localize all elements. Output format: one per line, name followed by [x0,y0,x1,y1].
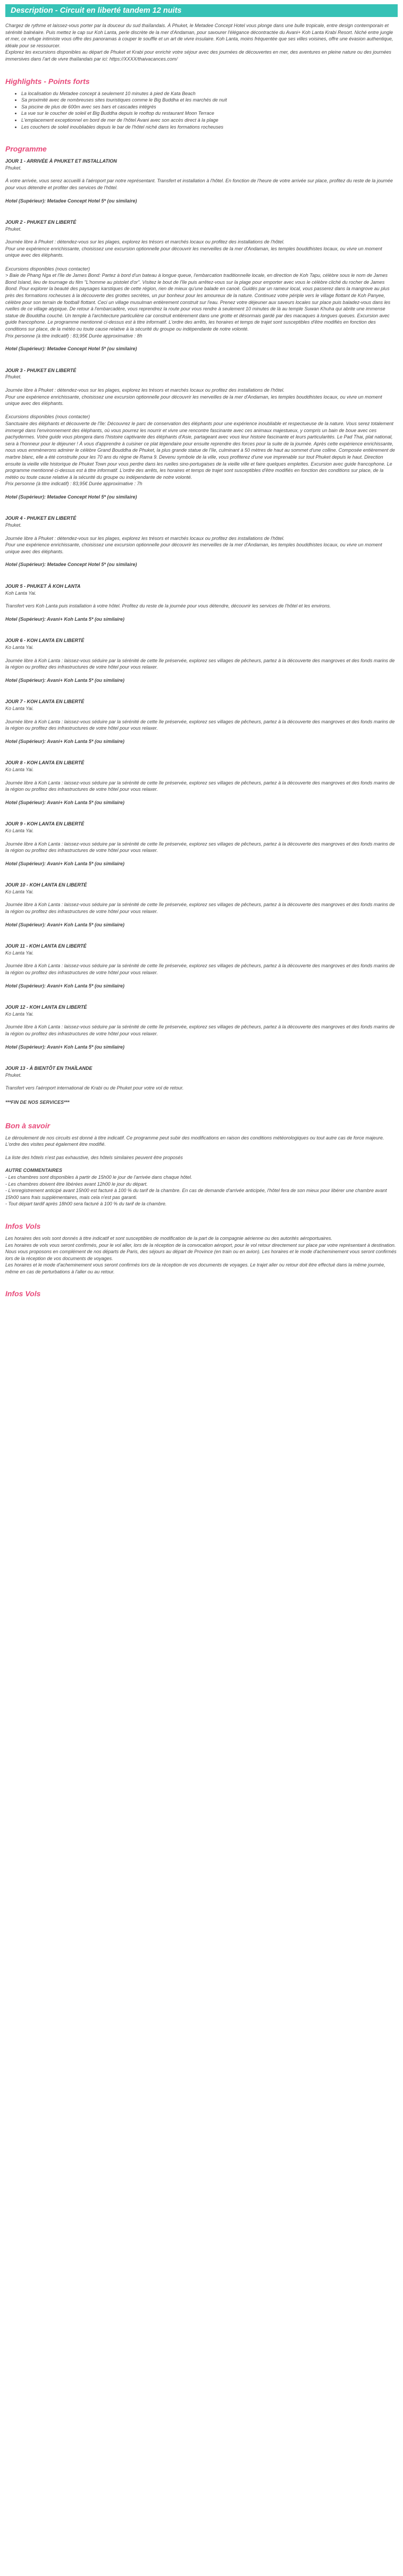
bon-a-savoir-para: La liste des hôtels n'est pas exhaustive, des hôtels similaires peuvent être proposés [5,1154,183,1160]
day-location: Phuket. [5,165,22,171]
day-location: Ko Lanta Yai. [5,705,34,711]
day-description: Journée libre à Phuket : détendez-vous sur les plages, explorez les trésors et marchés locaux ou profitez des installations de l'hôtel. Pour une expérience enrichissante, choisissez une excursion optionnelle pour découvrir les merveilles de la mer d'Andaman, les temples bouddhistes locaux, ou vivre un moment unique avec des éléphants. Excursions disponibles (nous contacter) > Baie de Phang Nga et l'île de James Bond: Partez à bord d'un bateau à longue queue, l'embarcation traditionnelle locale, en direction de Koh Tapu, célèbre sous le nom de James Bond Island, lieu de tournage du film "L'homme au pistolet d'or". Visitez le bout de l'île puis arrêtez-vous sur la plage pour emporter avec vous le célèbre cliché du rocher de James Bond. Pour explorer la beauté des paysages karstiques de cette région, rien de mieux qu'une balade en canoë. Guidés par un rameur local, vous passerez dans la mangrove au plus près des formations rocheuses à la découverte des grottes secrètes, un pur bonheur pour les amoureux de la nature. Continuez votre périple vers le village flottant de Koh Panyee, célèbre pour son terrain de football flottant. Ceci un village musulman entièrement construit sur l'eau. Prenez votre déjeuner aux saveurs locales sur place puis baladez-vous dans les ruelles de ce village atypique. De retour à l'embarcadère, vous reprendrez la route pour vous rendre à seulement 10 minutes de là au temple Suwan Khuha qui abrite une immense statue de Bouddha couché. Un temple à l'architecture particulière car construit entièrement dans une grotte et désormais gardé par des macaques à longues queues. Excursion avec guide francophone. Le programme mentionné ci-dessus est à titre informatif. L'ordre des arrêts, les horaires et temps de trajet sont susceptibles d'être modifiés en fonction des conditions sur place, de la météo ou toute cause relative à la sécurité du groupe ou indépendante de notre volonté. Prix personne (à titre indicatif) : 83,95€ Durée approximative : 8h [5,239,391,339]
day-title: JOUR 10 - KOH LANTA EN LIBERTÉ [5,882,87,888]
day-hotel: Hotel (Supérieur): Avani+ Koh Lanta 5* (ou similaire) [5,799,124,805]
intro-text: Chargez de rythme et laissez-vous porter par la douceur du sud thaïlandais. À Phuket, le Metadee Concept Hotel vous plonge dans une bulle tropicale, entre design contemporain et sérénité balnéaire. Puis mettez le cap sur Koh Lanta, perle discrète de la mer d'Andaman, pour savourer l'élégance décontractée du Avani+ Koh Lanta Krabi Resort. Niché entre jungle et mer, ce refuge intimiste vous offre des panoramas à couper le souffle et un art de vivre insulaire. Koh Lanta, moins fréquentée que ses villes voisines, offre une évasion authentique, idéale pour se ressourcer. Explorez les excursions disponibles au départ de Phuket et Krabi pour enrichir votre séjour avec des journées de découvertes en mer, des aventures en pleine nature ou des journées immersives dans l'art de vivre thaïlandais par ici: https://XXXX/thaivacances.com/ [5,23,393,62]
end-of-services-note: ***FIN DE NOS SERVICES*** [5,1099,70,1105]
day-hotel: Hotel (Supérieur): Avani+ Koh Lanta 5* (ou similaire) [5,1044,124,1050]
day-description: À votre arrivée, vous serez accueilli à l'aéroport par notre représentant. Transfert et installation à l'hôtel. En fonction de l'heure de votre arrivée sur place, profitez du reste de la journée pour vous détendre et profiter des services de l'hôtel. [5,178,393,190]
programme-day [5,219,398,352]
day-location: Ko Lanta Yai. [5,827,34,833]
day-description: Journée libre à Koh Lanta : laissez-vous séduire par la sérénité de cette île préservée, explorez ses villages de pêcheurs, partez à la découverte des mangroves et des fonds marins de la région ou profitez des infrastructures de votre hôtel pour vous relaxer. [5,841,395,854]
day-title: JOUR 13 - À BIENTÔT EN THAÏLANDE [5,1066,93,1071]
day-title: JOUR 3 - PHUKET EN LIBERTÉ [5,367,77,373]
day-title: JOUR 8 - KOH LANTA EN LIBERTÉ [5,760,85,766]
highlights-title: Highlights - Points forts [5,77,90,86]
day-location: Phuket. [5,374,22,380]
day-hotel: Hotel (Supérieur): Metadee Concept Hotel 5* (ou similaire) [5,198,137,204]
bon-a-savoir-para: Le déroulement de nos circuits est donné à titre indicatif. Ce programme peut subir des modifications en raison des conditions météorologiques ou tout autre cas de force majeure. L'ordre des visites peut également être modifié. [5,1135,384,1147]
day-description: Journée libre à Phuket : détendez-vous sur les plages, explorez les trésors et marchés locaux ou profitez des installations de l'hôtel. Pour une expérience enrichissante, choisissez une excursion optionnelle pour découvrir les merveilles de la mer d'Andaman, les temples bouddhistes locaux, ou vivre un moment unique avec des éléphants. [5,535,382,554]
day-title: JOUR 12 - KOH LANTA EN LIBERTÉ [5,1004,87,1010]
day-location: Phuket. [5,1072,22,1078]
day-hotel: Hotel (Supérieur): Avani+ Koh Lanta 5* (ou similaire) [5,677,124,683]
highlight-item: • Sa proximité avec de nombreuses sites touristiques comme le Big Buddha et les marchés de nuit [21,97,398,104]
day-title: JOUR 7 - KOH LANTA EN LIBERTÉ [5,699,85,705]
day-description: Journée libre à Koh Lanta : laissez-vous séduire par la sérénité de cette île préservée, explorez ses villages de pêcheurs, partez à la découverte des mangroves et des fonds marins de la région ou profitez des infrastructures de votre hôtel pour vous relaxer. [5,780,395,792]
day-hotel: Hotel (Supérieur): Metadee Concept Hotel 5* (ou similaire) [5,562,137,568]
day-hotel: Hotel (Supérieur): Avani+ Koh Lanta 5* (ou similaire) [5,616,124,622]
programme-day [5,158,398,204]
autre-commentaires-title: AUTRE COMMENTAIRES [5,1168,62,1173]
programme-day [5,1004,398,1050]
day-hotel: Hotel (Supérieur): Avani+ Koh Lanta 5* (ou similaire) [5,860,124,866]
day-title: JOUR 5 - PHUKET À KOH LANTA [5,584,81,589]
programme-day [5,698,398,745]
programme-day [5,515,398,568]
day-title: JOUR 9 - KOH LANTA EN LIBERTÉ [5,821,85,827]
infos-vols-body: Les horaires des vols sont donnés à titre indicatif et sont susceptibles de modification de la part de la compagnie aérienne ou des autorités aéroportuaires. Les horaires de vols vous seront confirmés, pour le vol aller, lors de la réception de la convocation aéroport, pour le vol retour directement sur place par votre représentant à destination. Nous vous proposons en complément de nos départs de Paris, des séjours au départ de Province (en train ou en avion). Les horaires et le mode d'acheminement vous seront confirmés lors de la réception de vos documents de voyages. Les horaires et le mode d'acheminement vous seront confirmés lors de la réception de vos documents de voyages. Le trajet aller ou retour doit être effectué dans la même journée, même en cas de perturbations à l'aller ou au retour. [5,1235,397,1274]
day-description: Journée libre à Koh Lanta : laissez-vous séduire par la sérénité de cette île préservée, explorez ses villages de pêcheurs, partez à la découverte des mangroves et des fonds marins de la région ou profitez des infrastructures de votre hôtel pour vous relaxer. [5,1024,395,1036]
programme-day [5,882,398,928]
description-banner [5,4,398,17]
infos-vols-title-2: Infos Vols [5,1289,41,1298]
highlight-item: • Les couchers de soleil inoubliables depuis le bar de l'hôtel niché dans les formations rocheuses [21,124,398,131]
day-hotel: Hotel (Supérieur): Avani+ Koh Lanta 5* (ou similaire) [5,983,124,989]
day-title: JOUR 2 - PHUKET EN LIBERTÉ [5,219,77,225]
day-title: JOUR 1 - ARRIVÉE À PHUKET ET INSTALLATION [5,158,117,164]
day-hotel: Hotel (Supérieur): Avani+ Koh Lanta 5* (ou similaire) [5,922,124,927]
day-title: JOUR 6 - KOH LANTA EN LIBERTÉ [5,638,85,644]
day-description: Transfert vers l'aéroport international de Krabi ou de Phuket pour votre vol de retour. [5,1085,184,1091]
programme-day [5,637,398,683]
day-location: Ko Lanta Yai. [5,1011,34,1017]
day-hotel: Hotel (Supérieur): Avani+ Koh Lanta 5* (ou similaire) [5,738,124,744]
day-description: Transfert vers Koh Lanta puis installation à votre hôtel. Profitez du reste de la journée pour vous détendre, découvrir les services de l'hôtel et les environs. [5,603,331,609]
programme-days [5,158,398,1105]
day-hotel: Hotel (Supérieur): Metadee Concept Hotel 5* (ou similaire) [5,494,137,500]
day-location: Ko Lanta Yai. [5,950,34,956]
programme-day [5,821,398,867]
day-title: JOUR 11 - KOH LANTA EN LIBERTÉ [5,943,87,949]
programme-day [5,943,398,989]
infos-vols-title: Infos Vols [5,1221,41,1230]
day-hotel: Hotel (Supérieur): Metadee Concept Hotel 5* (ou similaire) [5,346,137,352]
highlight-item: • L'emplacement exceptionnel en bord de mer de l'hôtel Avani avec son accès direct à la plage [21,117,398,124]
day-description: Journée libre à Koh Lanta : laissez-vous séduire par la sérénité de cette île préservée, explorez ses villages de pêcheurs, partez à la découverte des mangroves et des fonds marins de la région ou profitez des infrastructures de votre hôtel pour vous relaxer. [5,657,395,670]
day-description: Journée libre à Koh Lanta : laissez-vous séduire par la sérénité de cette île préservée, explorez ses villages de pêcheurs, partez à la découverte des mangroves et des fonds marins de la région ou profitez des infrastructures de votre hôtel pour vous relaxer. [5,963,395,976]
highlight-item: • La vue sur le coucher de soleil et Big Buddha depuis le rooftop du restaurant Moon Terrace [21,110,398,117]
day-location: Ko Lanta Yai. [5,766,34,772]
programme-day [5,367,398,501]
banner-title: Description - Circuit en liberté tandem 12 nuits [11,6,182,15]
programme-day [5,759,398,806]
day-location: Ko Lanta Yai. [5,889,34,894]
day-description: Journée libre à Phuket : détendez-vous sur les plages, explorez les trésors et marchés locaux ou profitez des installations de l'hôtel. Pour une expérience enrichissante, choisissez une excursion optionnelle pour découvrir les merveilles de la mer d'Andaman, les temples bouddhistes locaux, ou vivre un moment unique avec des éléphants. Excursions disponibles (nous contacter) Sanctuaire des éléphants et découverte de l'île: Découvrez le parc de conservation des éléphants pour une expérience inoubliable et respectueuse de la nature. Vous serez totalement immergé dans l'environnement des éléphants, où vous pourrez les nourrir et vivre une rencontre fascinante avec ces animaux majestueux, y compris un bain de boue avec ces pachydermes. Votre guide vous plongera dans l'histoire captivante des éléphants d'Asie, partageant avec vous leur histoire fascinante et leurs particularités. Le Pad Thai, plat national, sera à l'honneur pour le déjeuner ! À vous d'apprendre à cuisiner ce plat légendaire pour ensuite reprendre des forces pour la suite de la journée. Après cette expérience enrichissante, nous vous emmènerons admirer le célèbre Grand Bouddha de Phuket, la plus grande statue de l'île, culminant à 50 mètres de haut au sommet d'une colline. Composée entièrement de marbre blanc, elle a été construite pour les 70 ans du règne de Rama 9. Devenu symbole de la ville, vous profiterez d'une vue imprenable sur tout Phuket depuis le haut. Direction ensuite la vieille ville historique de Phuket Town pour vous perdre dans les ruelles sino-portugaises de la vieille ville et faire quelques emplettes. Excursion avec guide francophone. Le programme mentionné ci-dessus est à titre informatif. L'ordre des arrêts, les horaires et temps de trajet sont susceptibles d'être modifiés en fonction des conditions sur place, de la météo ou toute cause relative à la sécurité du groupe ou indépendante de notre volonté. Prix personne (à titre indicatif) : 83,95€ Durée approximative : 7h [5,387,395,487]
programme-day [5,1065,398,1105]
programme-day [5,583,398,622]
autre-commentaires-body: - Les chambres sont disponibles à partir de 15h00 le jour de l'arrivée dans chaque hôtel. - Les chambres doivent être libérées avant 12h00 le jour du départ. - L'enregistrement anticipé avant 15h00 est facturé à 100 % du tarif de la chambre. En cas de demande d'arrivée anticipée, l'hôtel fera de son mieux pour libérer une chambre avant 15h00 sans frais supplémentaires, mais cela n'est pas garanti. - Tout départ tardif après 18h00 sera facturé à 100 % du tarif de la chambre. [5,1174,387,1207]
bon-a-savoir-title: Bon à savoir [5,1121,51,1130]
day-location: Phuket. [5,522,22,528]
day-location: Koh Lanta Yai. [5,590,37,596]
highlights-list [5,90,398,131]
day-title: JOUR 4 - PHUKET EN LIBERTÉ [5,516,77,521]
highlight-item: • Sa piscine de plus de 600m avec ses bars et cascades intégrés [21,104,398,111]
programme-title: Programme [5,145,47,154]
day-description: Journée libre à Koh Lanta : laissez-vous séduire par la sérénité de cette île préservée, explorez ses villages de pêcheurs, partez à la découverte des mangroves et des fonds marins de la région ou profitez des infrastructures de votre hôtel pour vous relaxer. [5,719,395,731]
day-location: Phuket. [5,226,22,232]
day-description: Journée libre à Koh Lanta : laissez-vous séduire par la sérénité de cette île préservée, explorez ses villages de pêcheurs, partez à la découverte des mangroves et des fonds marins de la région ou profitez des infrastructures de votre hôtel pour vous relaxer. [5,902,395,915]
day-location: Ko Lanta Yai. [5,645,34,650]
highlight-item: • La localisation du Metadee concept à seulement 10 minutes à pied de Kata Beach [21,90,398,97]
